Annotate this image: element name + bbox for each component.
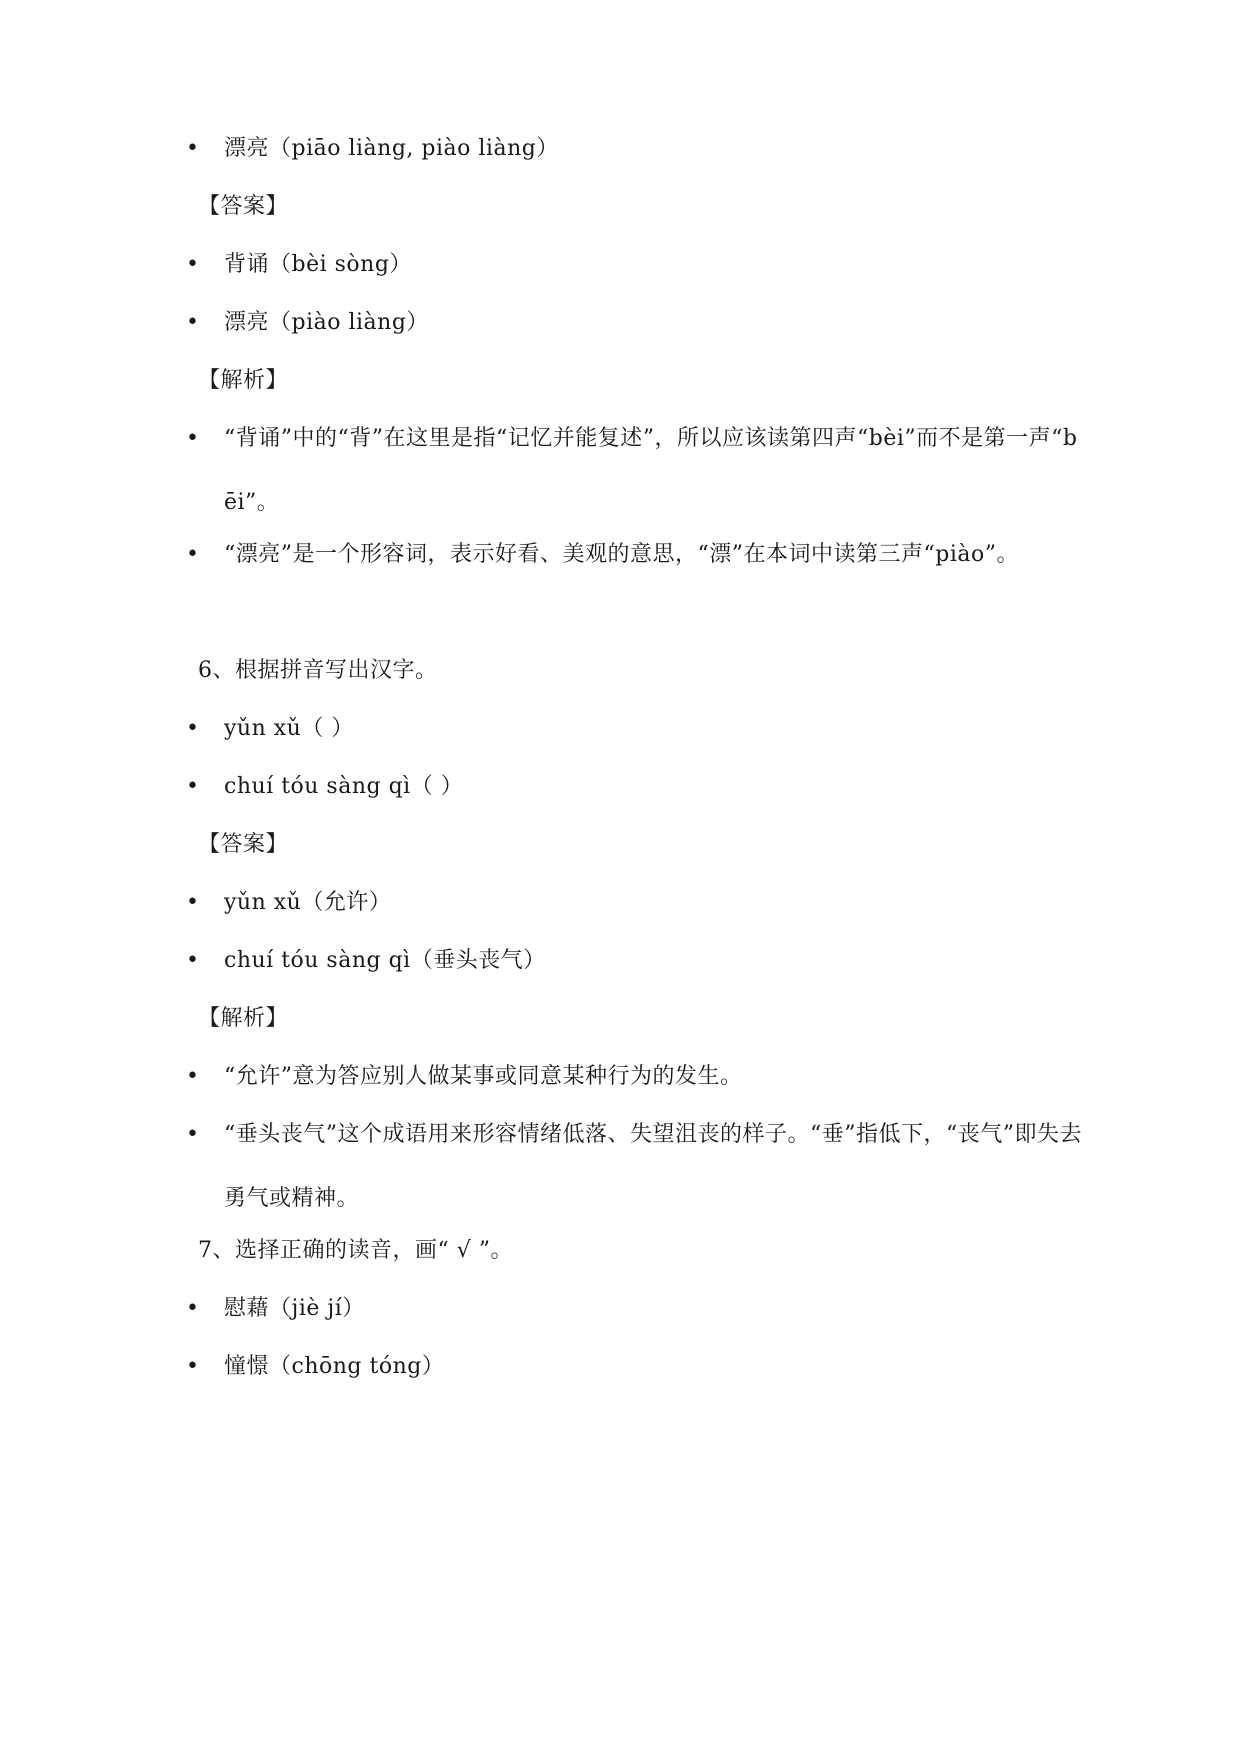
bullet-icon: • — [186, 774, 199, 799]
list-item — [186, 1335, 1086, 1399]
bullet-icon: • — [186, 252, 199, 277]
answer-text: yǔn xǔ（允许） — [224, 890, 392, 915]
list-item — [186, 233, 1086, 297]
list-item — [186, 871, 1086, 935]
analysis-text: “漂亮”是一个形容词，表示好看、美观的意思，“漂”在本词中读第三声“piào”。 — [224, 542, 1019, 567]
question-item: yǔn xǔ（ ） — [224, 716, 354, 741]
list-item — [186, 1045, 1086, 1109]
bullet-icon: • — [186, 890, 199, 915]
answer-label: 【答案】 — [198, 832, 289, 857]
question-title: 6、根据拼音写出汉字。 — [198, 658, 438, 683]
list-item — [186, 1103, 1086, 1231]
bullet-icon: • — [186, 310, 199, 335]
answer-label: 【答案】 — [198, 194, 289, 219]
bullet-icon: • — [186, 1064, 199, 1089]
list-item — [186, 407, 1086, 535]
analysis-text: “允许”意为答应别人做某事或同意某种行为的发生。 — [224, 1064, 743, 1089]
answer-text: chuí tóu sàng qì（垂头丧气） — [224, 948, 546, 973]
list-item — [186, 1277, 1086, 1341]
question-item: chuí tóu sàng qì（ ） — [224, 774, 464, 799]
analysis-label: 【解析】 — [198, 1006, 289, 1031]
list-item — [186, 117, 1086, 181]
analysis-text: “背诵”中的“背”在这里是指“记忆并能复述”，所以应该读第四声“bèi”而不是第一声“bēi”。 — [224, 426, 1078, 515]
bullet-icon: • — [186, 136, 199, 161]
bullet-icon: • — [186, 948, 199, 973]
bullet-icon: • — [186, 426, 199, 451]
question-title: 7、选择正确的读音，画“ √ ”。 — [198, 1238, 513, 1263]
bullet-icon: • — [186, 1122, 199, 1147]
option-text: 漂亮（piāo liàng, piào liàng） — [224, 136, 559, 161]
list-item — [186, 291, 1086, 355]
bullet-icon: • — [186, 1296, 199, 1321]
answer-text: 背诵（bèi sòng） — [224, 252, 412, 277]
list-item — [186, 929, 1086, 993]
analysis-label: 【解析】 — [198, 368, 289, 393]
bullet-icon: • — [186, 542, 199, 567]
list-item — [186, 697, 1086, 761]
analysis-text: “垂头丧气”这个成语用来形容情绪低落、失望沮丧的样子。“垂”指低下，“丧气”即失去勇气或精神。 — [224, 1122, 1082, 1211]
list-item — [186, 755, 1086, 819]
answer-text: 漂亮（piào liàng） — [224, 310, 429, 335]
bullet-icon: • — [186, 1354, 199, 1379]
list-item — [186, 523, 1086, 587]
question-item: 憧憬（chōng tóng） — [224, 1354, 445, 1379]
question-item: 慰藉（jiè jí） — [224, 1296, 365, 1321]
bullet-icon: • — [186, 716, 199, 741]
